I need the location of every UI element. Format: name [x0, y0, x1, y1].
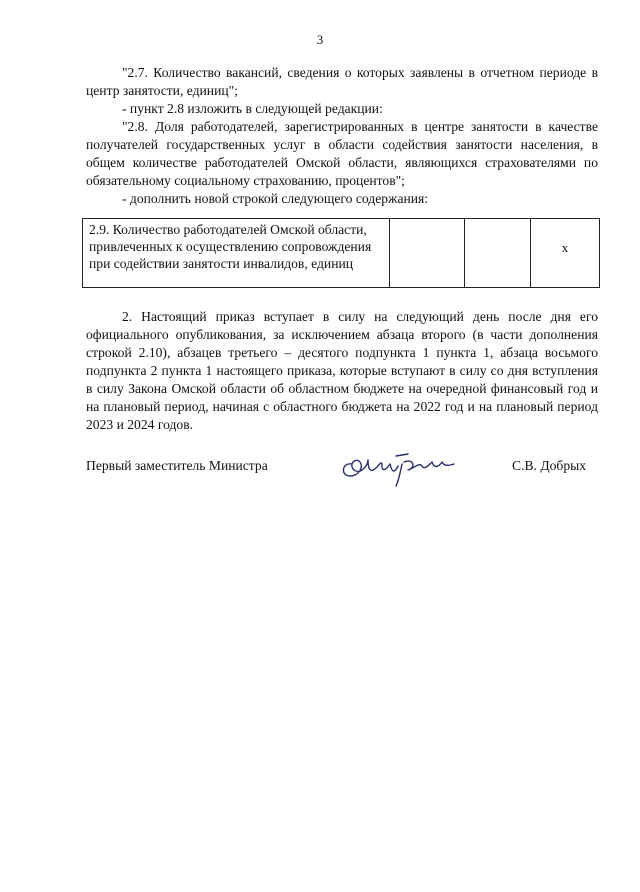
table-cell-3 — [465, 219, 531, 288]
signature-icon — [338, 444, 458, 488]
paragraph-2-8-intro-text: - пункт 2.8 изложить в следующей редакции: — [122, 101, 383, 116]
signer-title: Первый заместитель Министра — [86, 458, 268, 473]
paragraph-2-8 — [86, 118, 598, 190]
page-number: 3 — [316, 32, 324, 47]
paragraph-2-8-text: "2.8. Доля работодателей, зарегистрированных в центре занятости в качестве получателей государственных услуг в области содействия занятости населения, в общем количестве работодателей Омской области, являющихся страхователями по обязательному социальному страхованию, процентов"; — [86, 119, 598, 188]
table-row — [83, 219, 600, 288]
paragraph-add-row-intro-text: - дополнить новой строкой следующего содержания: — [122, 191, 429, 206]
table-cell-mark: x — [531, 219, 600, 288]
paragraph-main-text: 2. Настоящий приказ вступает в силу на следующий день после дня его официального опубликования, за исключением абзаца второго (в части дополнения строкой 2.10), абзацев третьего – десятого подпункта 1 пункта 1, абзаца восьмого подпункта 2 пункта 1 настоящего приказа, которые вступают в силу со дня вступления в силу Закона Омской области об областном бюджете на очередной финансовый год и на плановый период, начиная с областного бюджета на 2022 год и на плановый период 2023 и 2024 годов. — [86, 309, 598, 432]
table-cell-2 — [390, 219, 465, 288]
signer-name: С.В. Добрых — [512, 458, 587, 473]
paragraph-add-row-intro — [86, 190, 598, 208]
paragraph-main — [86, 308, 598, 434]
new-row-table — [82, 218, 600, 288]
paragraph-2-7 — [86, 64, 598, 100]
paragraph-2-7-text: "2.7. Количество вакансий, сведения о которых заявлены в отчетном периоде в центр занятости, единиц"; — [86, 65, 598, 98]
paragraph-2-8-intro — [86, 100, 598, 118]
table-cell-label: 2.9. Количество работодателей Омской области, привлеченных к осуществлению сопровождения при содействии занятости инвалидов, единиц — [83, 219, 390, 288]
